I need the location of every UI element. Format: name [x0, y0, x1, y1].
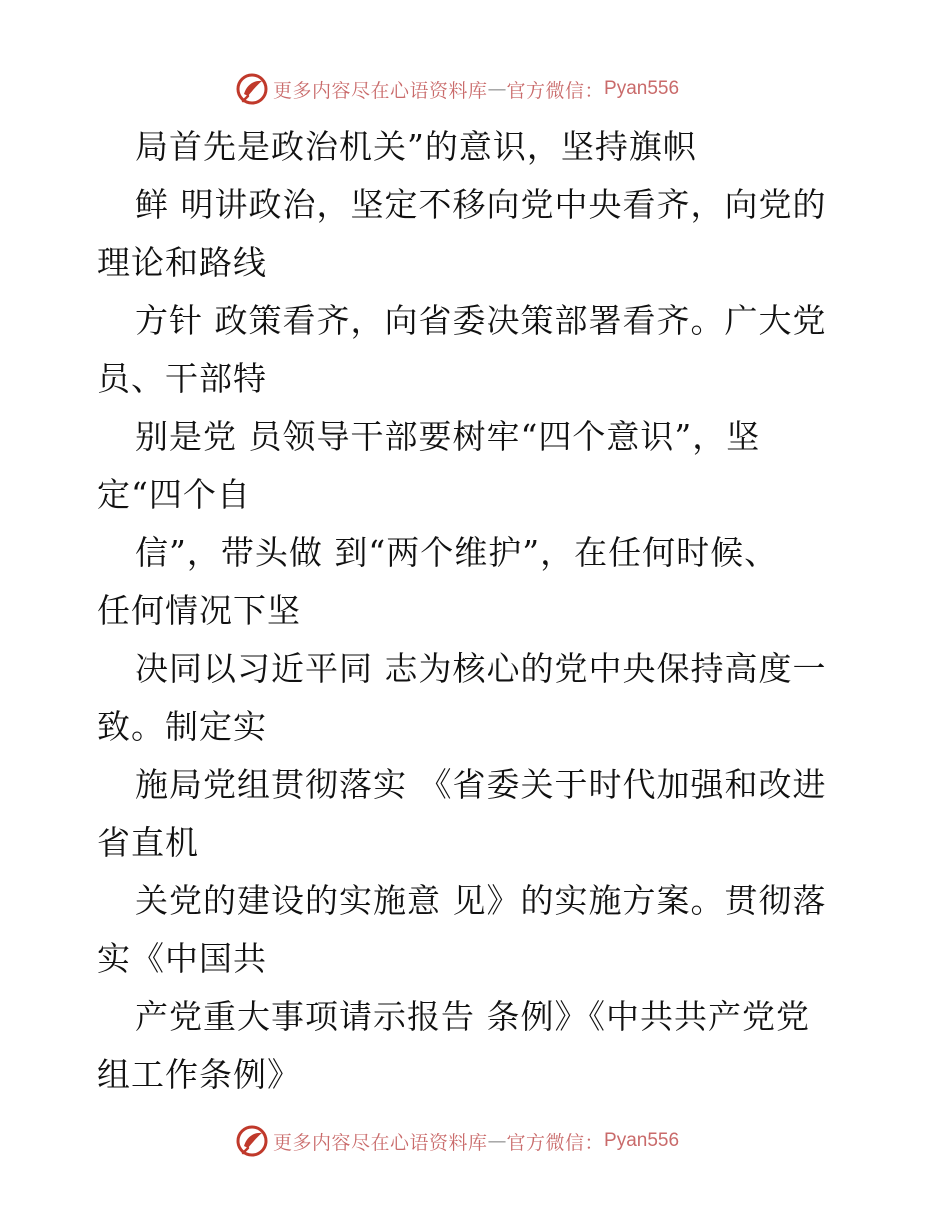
footer-watermark: [235, 1124, 679, 1158]
body-line: 定“四个自: [97, 475, 251, 514]
body-line: 施局党组贯彻落实 《省委关于时代加强和改进: [135, 765, 827, 804]
body-line: 员、干部特: [97, 359, 267, 398]
watermark-separator: —: [487, 1130, 507, 1152]
body-line: 方针 政策看齐，向省委决策部署看齐。广大党: [135, 301, 827, 340]
watermark-official-label: 官方微信：: [506, 1131, 605, 1154]
watermark-account: Pyan556: [604, 1130, 680, 1151]
body-line: 决同以习近平同 志为核心的党中央保持高度一: [135, 649, 827, 688]
body-line: 致。制定实: [97, 707, 267, 746]
body-line: 别是党 员领导干部要树牢“四个意识”，坚: [135, 417, 761, 456]
watermark-separator: —: [487, 78, 507, 100]
watermark-official-label: 官方微信：: [506, 79, 605, 102]
document-body: [97, 118, 857, 1104]
brand-logo-icon: [235, 1124, 269, 1158]
watermark-brand-text: 更多内容尽在心语资料库: [273, 1131, 488, 1154]
body-line: 省直机: [97, 823, 199, 862]
body-line: 组工作条例》: [97, 1055, 301, 1094]
brand-logo-icon: [235, 72, 269, 106]
header-watermark: [235, 72, 679, 106]
body-line: 产党重大事项请示报告 条例》《中共共产党党: [135, 997, 810, 1036]
body-line: 局首先是政治机关”的意识，坚持旗帜: [135, 127, 697, 166]
body-line: 信”，带头做 到“两个维护”，在任何时候、: [135, 533, 779, 572]
body-line: 关党的建设的实施意 见》的实施方案。贯彻落: [135, 881, 827, 920]
body-line: 任何情况下坚: [97, 591, 301, 630]
watermark-account: Pyan556: [604, 78, 680, 99]
watermark-brand-text: 更多内容尽在心语资料库: [273, 79, 488, 102]
body-line: 鲜 明讲政治，坚定不移向党中央看齐，向党的: [135, 185, 827, 224]
body-line: 实《中国共: [97, 939, 267, 978]
body-line: 理论和路线: [97, 243, 267, 282]
